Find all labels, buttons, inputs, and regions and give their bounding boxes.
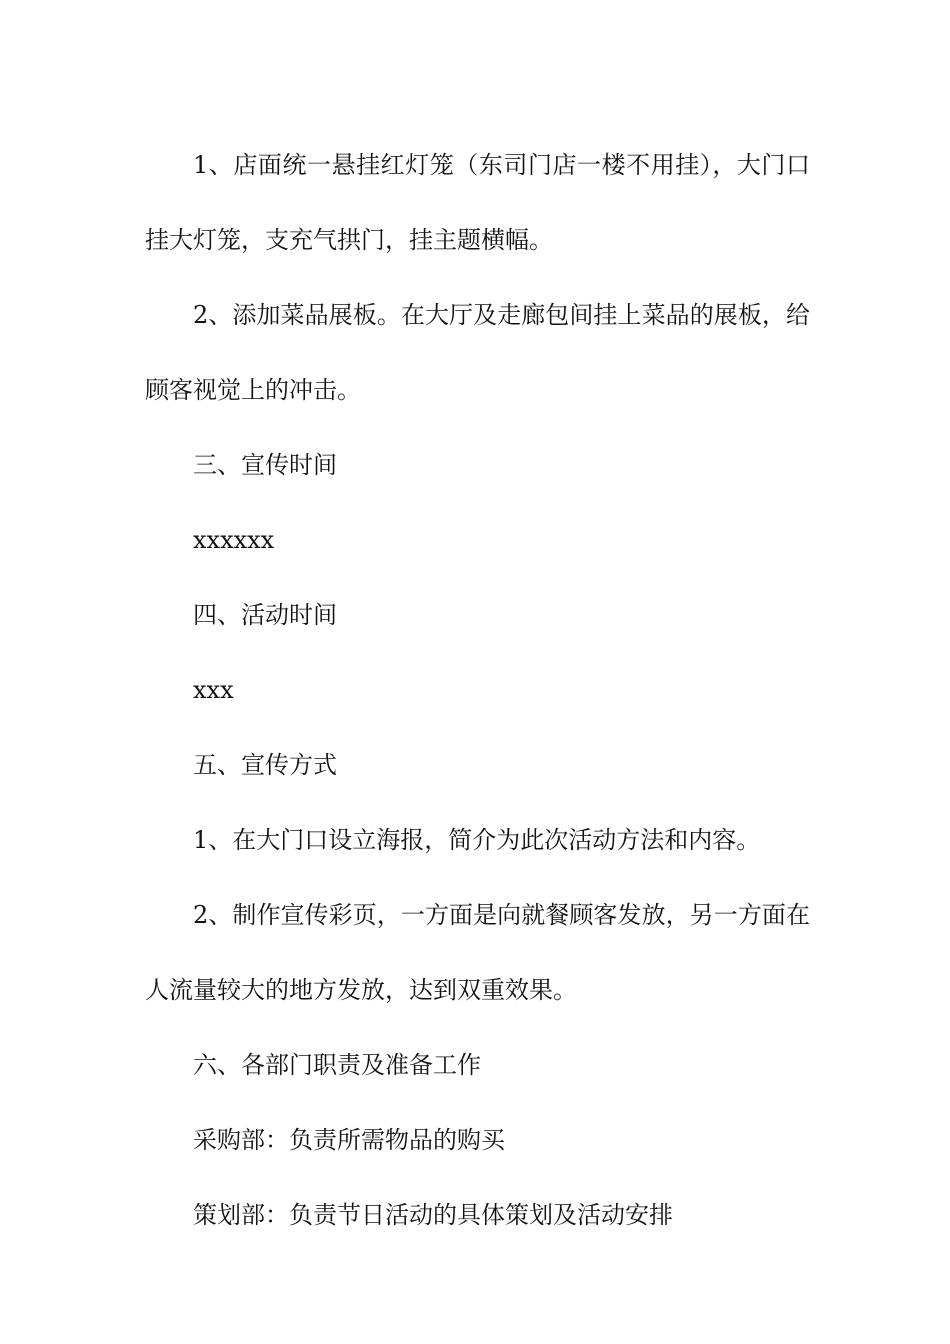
heading-department-duties: 六、各部门职责及准备工作 [193,1051,481,1079]
promotion-time-value: xxxxxx [193,526,275,554]
paragraph-decoration-lanterns: 1、店面统一悬挂红灯笼（东司门店一楼不用挂），大门口挂大灯笼，支充气拱门，挂主题横幅。 [145,151,810,254]
paragraph-poster: 1、在大门口设立海报，简介为此次活动方法和内容。 [193,826,761,854]
document-body [145,128,810,1253]
paragraph-menu-display-boards: 2、添加菜品展板。在大厅及走廊包间挂上菜品的展板，给顾客视觉上的冲击。 [145,301,810,404]
duty-planning: 策划部：负责节日活动的具体策划及活动安排 [193,1201,673,1229]
activity-time-value: xxx [193,676,234,704]
heading-activity-time: 四、活动时间 [193,601,337,629]
paragraph-flyers: 2、制作宣传彩页，一方面是向就餐顾客发放，另一方面在人流量较大的地方发放，达到双重效果。 [145,901,810,1004]
heading-promotion-time: 三、宣传时间 [193,451,337,479]
heading-promotion-methods: 五、宣传方式 [193,751,337,779]
duty-purchasing: 采购部：负责所需物品的购买 [193,1126,505,1154]
